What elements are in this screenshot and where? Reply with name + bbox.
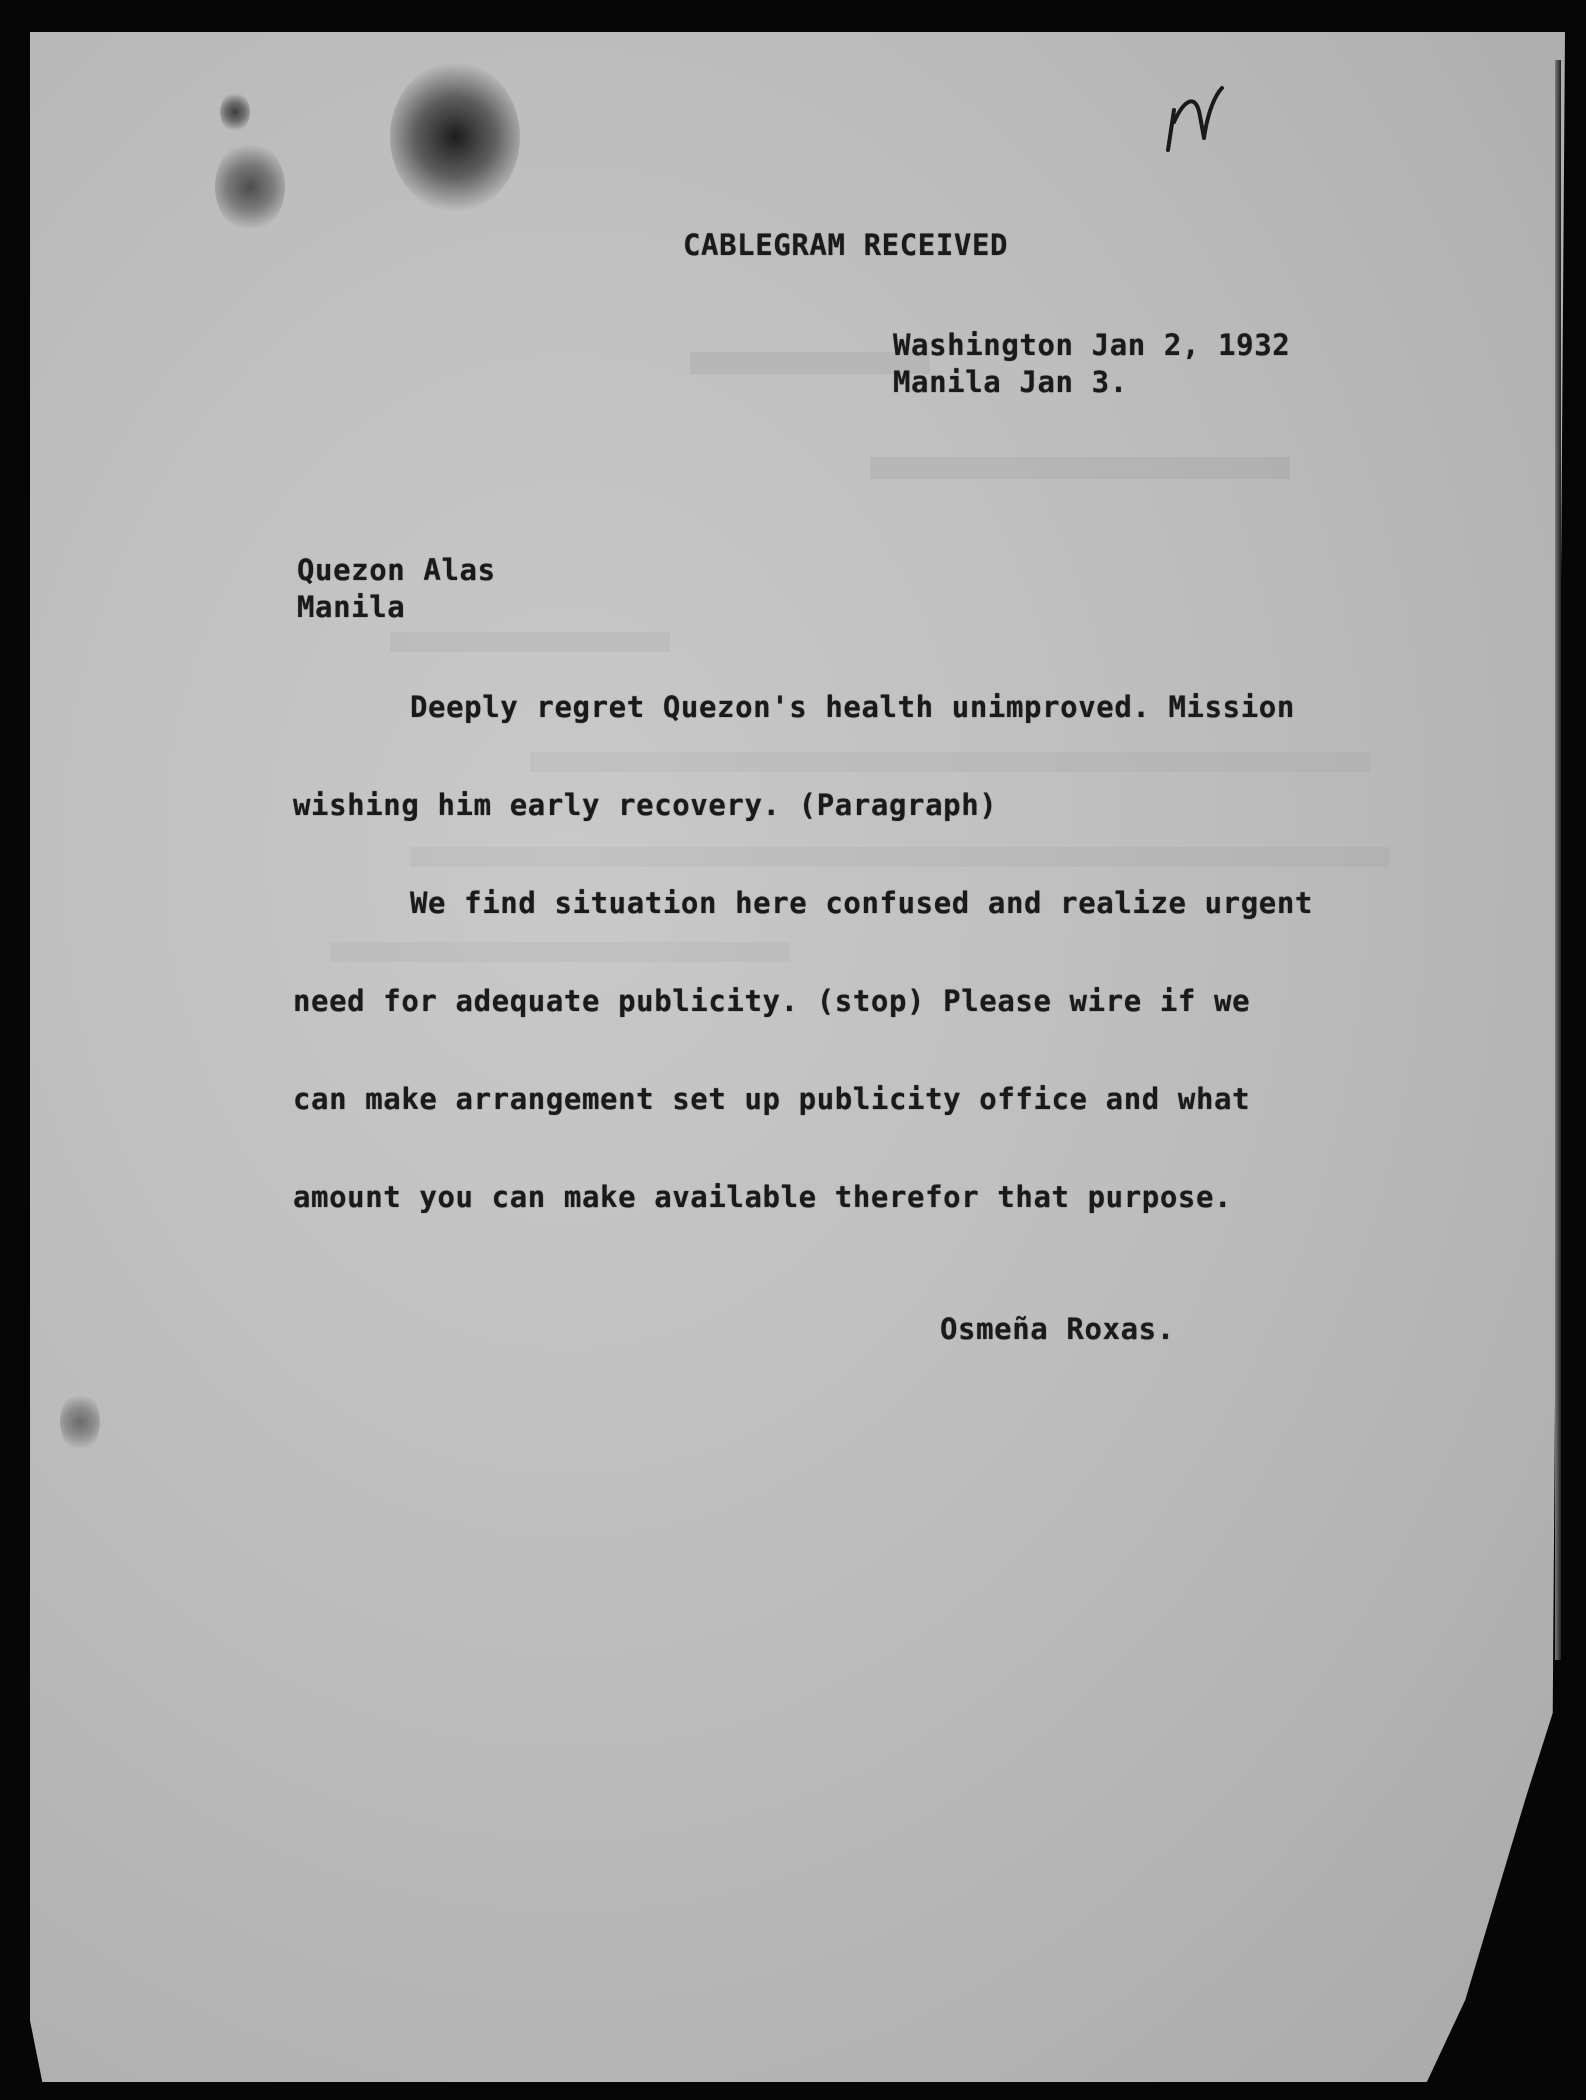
body-line: amount you can make available therefor that purpose. [293,1180,1233,1214]
ink-smudge [390,62,520,212]
document-heading: CABLEGRAM RECEIVED [683,228,1009,262]
ink-smudge [60,1392,100,1452]
show-through-mark [390,632,670,652]
body-line: need for adequate publicity. (stop) Please wire if we [293,984,1251,1018]
body-line: We find situation here confused and realize urgent [410,886,1313,920]
body-line: can make arrangement set up publicity office and what [293,1082,1251,1116]
addressee-name: Quezon Alas [297,553,496,587]
ink-smudge [215,142,285,232]
show-through-mark [410,847,1390,867]
show-through-mark [530,752,1370,772]
body-line: Deeply regret Quezon's health unimproved. Mission [410,690,1295,724]
paper-sheet [30,32,1565,2082]
dateline-washington: Washington Jan 2, 1932 [893,328,1291,362]
dateline-manila: Manila Jan 3. [893,365,1128,399]
paper-edge [1555,60,1561,1660]
handwritten-check-mark [1160,80,1230,160]
signature: Osmeña Roxas. [940,1312,1175,1346]
ink-smudge [220,92,250,132]
show-through-mark [330,942,790,962]
addressee-city: Manila [297,590,406,624]
body-line: wishing him early recovery. (Paragraph) [293,788,998,822]
show-through-mark [870,457,1290,479]
